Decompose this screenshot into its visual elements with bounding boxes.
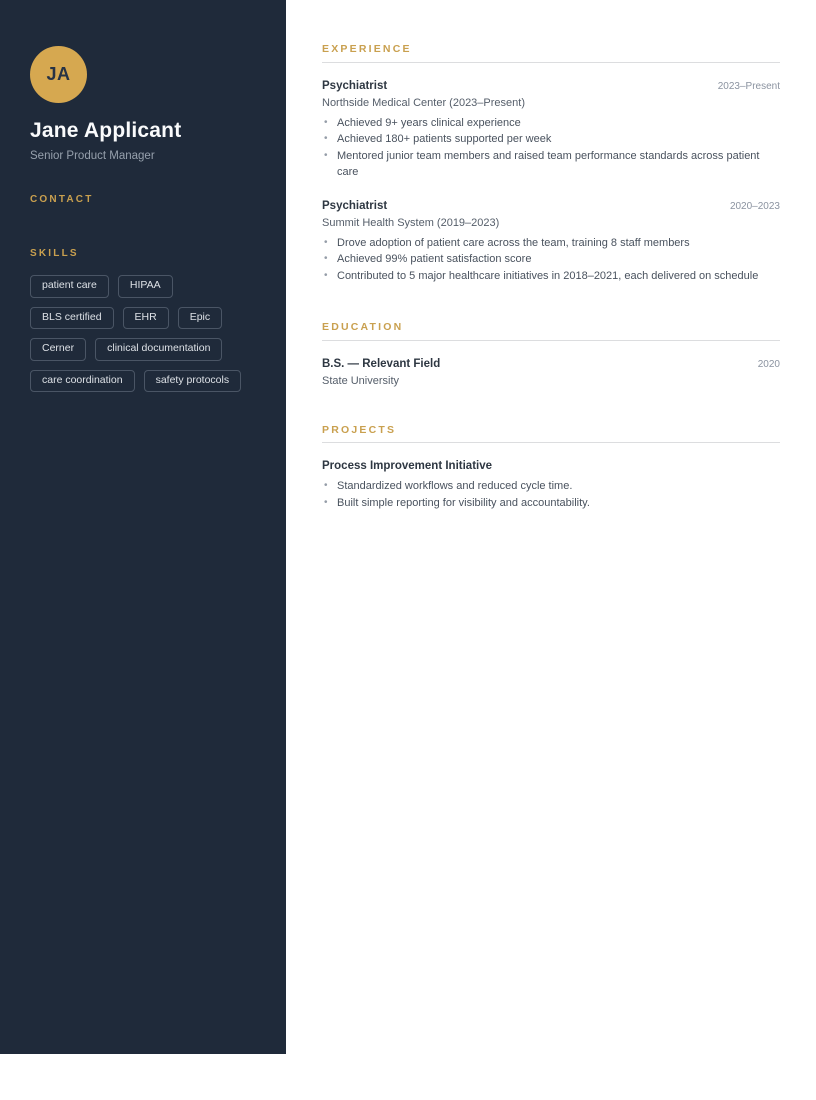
skill-tag: patient care <box>30 275 109 298</box>
sidebar <box>0 0 286 1054</box>
job-bullet: • Achieved 99% patient satisfaction score <box>322 251 780 268</box>
job-entry-head <box>322 200 780 212</box>
person-name: Jane Applicant <box>30 119 182 142</box>
job-company: Summit Health System (2019–2023) <box>322 216 500 229</box>
skill-tag: BLS certified <box>30 307 114 330</box>
skill-tag: clinical documentation <box>95 338 222 361</box>
education-entry-head <box>322 358 780 370</box>
job-entry <box>322 80 780 181</box>
job-title: Psychiatrist <box>322 79 388 92</box>
job-company: Northside Medical Center (2023–Present) <box>322 96 525 109</box>
job-date: 2020–2023 <box>729 200 780 212</box>
skill-tag: safety protocols <box>144 370 242 393</box>
job-title: Psychiatrist <box>322 199 388 212</box>
job-bullet: • Mentored junior team members and raised team performance standards across patient care <box>322 148 780 181</box>
avatar-initials: JA <box>46 64 71 84</box>
skill-tag: HIPAA <box>118 275 173 298</box>
education-date: 2020 <box>757 358 780 370</box>
degree-title: B.S. — Relevant Field <box>322 357 441 370</box>
project-entry <box>322 460 780 511</box>
project-bullet: • Standardized workflows and reduced cycle time. <box>322 478 780 495</box>
resume-main-content <box>286 0 816 511</box>
job-entry <box>322 200 780 285</box>
education-section <box>322 322 780 387</box>
project-bullet-list <box>322 478 780 511</box>
person-role: Senior Product Manager <box>30 150 155 162</box>
job-entry-head <box>322 80 780 92</box>
job-bullet: • Achieved 9+ years clinical experience <box>322 115 780 132</box>
job-bullet: • Contributed to 5 major healthcare initiatives in 2018–2021, each delivered on schedule <box>322 268 780 285</box>
projects-heading: PROJECTS <box>322 425 780 444</box>
projects-section <box>322 425 780 512</box>
skill-tag: EHR <box>123 307 169 330</box>
contact-section-heading: CONTACT <box>30 194 94 205</box>
job-bullet: • Achieved 180+ patients supported per week <box>322 131 780 148</box>
job-bullet-list <box>322 115 780 181</box>
school-name: State University <box>322 374 400 387</box>
skills-section-heading: SKILLS <box>30 248 79 259</box>
experience-section <box>322 44 780 284</box>
job-date: 2023–Present <box>717 80 780 92</box>
education-entry <box>322 358 780 387</box>
project-entry-head <box>322 460 780 472</box>
skill-tag: care coordination <box>30 370 135 393</box>
skill-tag: Cerner <box>30 338 86 361</box>
skills-list <box>30 275 258 392</box>
experience-heading: EXPERIENCE <box>322 44 780 63</box>
job-bullet-list <box>322 235 780 285</box>
avatar <box>30 46 87 103</box>
job-bullet: • Drove adoption of patient care across the team, training 8 staff members <box>322 235 780 252</box>
project-bullet: • Built simple reporting for visibility and accountability. <box>322 495 780 512</box>
skill-tag: Epic <box>178 307 222 330</box>
project-title: Process Improvement Initiative <box>322 460 493 472</box>
education-heading: EDUCATION <box>322 322 780 341</box>
